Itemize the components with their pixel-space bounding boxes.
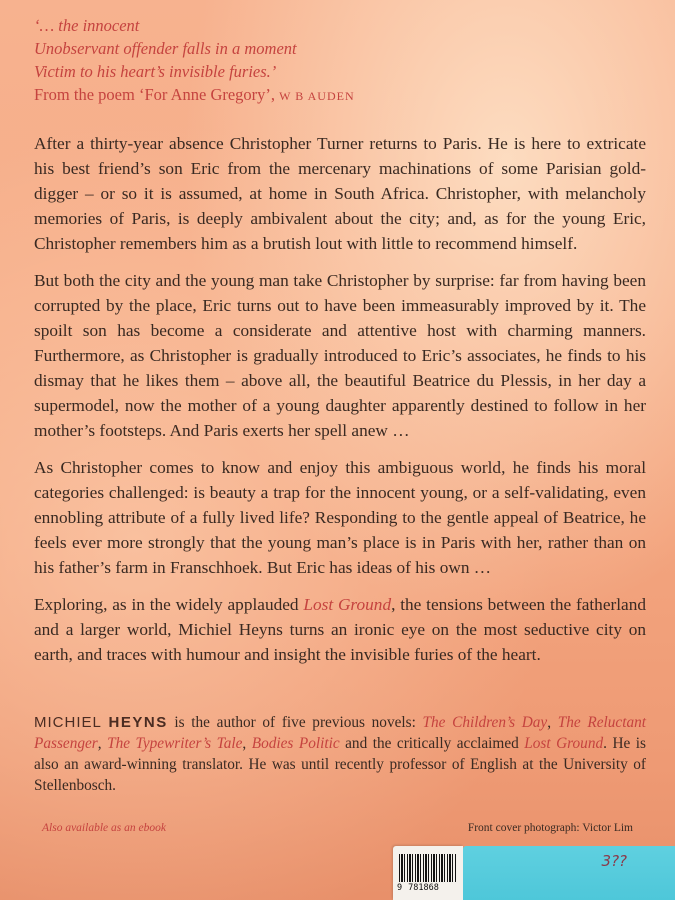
epigraph-line-2: Unobservant offender falls in a moment bbox=[34, 39, 297, 58]
barcode-prefix: 9 bbox=[397, 883, 403, 893]
bio-sep-1: , bbox=[547, 714, 558, 731]
author-first-name: MICHIEL bbox=[34, 714, 102, 731]
epigraph-source bbox=[34, 83, 634, 108]
blurb-p4-title: Lost Ground bbox=[303, 595, 392, 614]
bio-sep-2: , bbox=[97, 735, 108, 752]
price-sticker-text: 3?? bbox=[601, 852, 627, 870]
bio-text-b: and the critically acclaimed bbox=[339, 735, 525, 752]
blurb-paragraph-4 bbox=[34, 592, 646, 667]
photo-credit: Front cover photograph: Victor Lim bbox=[467, 822, 633, 834]
barcode-number: 781868 bbox=[408, 883, 439, 893]
barcode-digits bbox=[397, 883, 439, 893]
blurb bbox=[34, 131, 646, 679]
blurb-paragraph-2: But both the city and the young man take Christopher by surprise: far from having been corrupted by the place, Eric turns out to have been immeasurably improved by it. The spoilt son has become a considerate and attentive host with charming manners. Furthermore, as Christopher is gradually introduced to Eric’s associates, he finds to his dismay that he likes them – above all, the beautiful Beatrice du Plessis, in her day a supermodel, now the mother of a young daughter apparently destined to follow in her mother’s footsteps. And Paris exerts her spell anew … bbox=[34, 271, 646, 440]
bio-title-3: The Typewriter’s Tale bbox=[107, 735, 243, 752]
blurb-paragraph-3: As Christopher comes to know and enjoy this ambiguous world, he finds his moral categories challenged: is beauty a trap for the innocent young, or a self-validating, even ennobling attribute of a fully lived life? Responding to the gentle appeal of Beatrice, he feels ever more strongly that the young man’s place is in Paris with her, rather than on his father’s farm in Franschhoek. But Eric has ideas of his own … bbox=[34, 458, 646, 577]
bio-sep-3: , bbox=[242, 735, 252, 752]
barcode bbox=[393, 846, 463, 900]
ebook-note: Also available as an ebook bbox=[42, 822, 166, 834]
bio-title-5: Lost Ground bbox=[524, 735, 604, 752]
author-bio bbox=[34, 712, 646, 796]
bio-title-2: The Reluctant Passenger bbox=[34, 714, 646, 752]
epigraph-line-3: Victim to his heart’s invisible furies.’ bbox=[34, 62, 277, 81]
blurb-paragraph-1: After a thirty-year absence Christopher Turner returns to Paris. He is here to extricate his best friend’s son Eric from the mercenary machinations of some Parisian gold-digger – or so it is assumed, at home in South Africa. Christopher, with melancholy memories of Paris, is deeply ambivalent about the city; and, as for the young Eric, Christopher remembers him as a brutish lout with little to recommend himself. bbox=[34, 134, 646, 253]
bio-text-c: . He is also an award-winning translator. He was until recently professor of English at the University of Stellenbosch. bbox=[34, 735, 646, 794]
barcode-bars bbox=[399, 854, 457, 882]
bio-title-4: Bodies Politic bbox=[251, 735, 340, 752]
bio-title-1: The Children’s Day bbox=[422, 714, 548, 731]
blurb-p4-part-b: , the tensions between the fatherland and a larger world, Michiel Heyns turns an ironic eye on the most seductive city on earth, and traces with humour and insight the invisible furies of the heart. bbox=[34, 595, 646, 664]
bio-text-a: is the author of five previous novels: bbox=[167, 714, 423, 731]
epigraph bbox=[34, 14, 634, 108]
blurb-p4-part-a: Exploring, as in the widely applauded bbox=[34, 595, 304, 614]
epigraph-poet: W B AUDEN bbox=[279, 89, 355, 103]
epigraph-line-1: ‘… the innocent bbox=[34, 16, 140, 35]
price-sticker bbox=[463, 846, 675, 900]
author-last-name: HEYNS bbox=[108, 714, 168, 731]
epigraph-source-prefix: From the poem ‘For Anne Gregory’, bbox=[34, 85, 280, 104]
